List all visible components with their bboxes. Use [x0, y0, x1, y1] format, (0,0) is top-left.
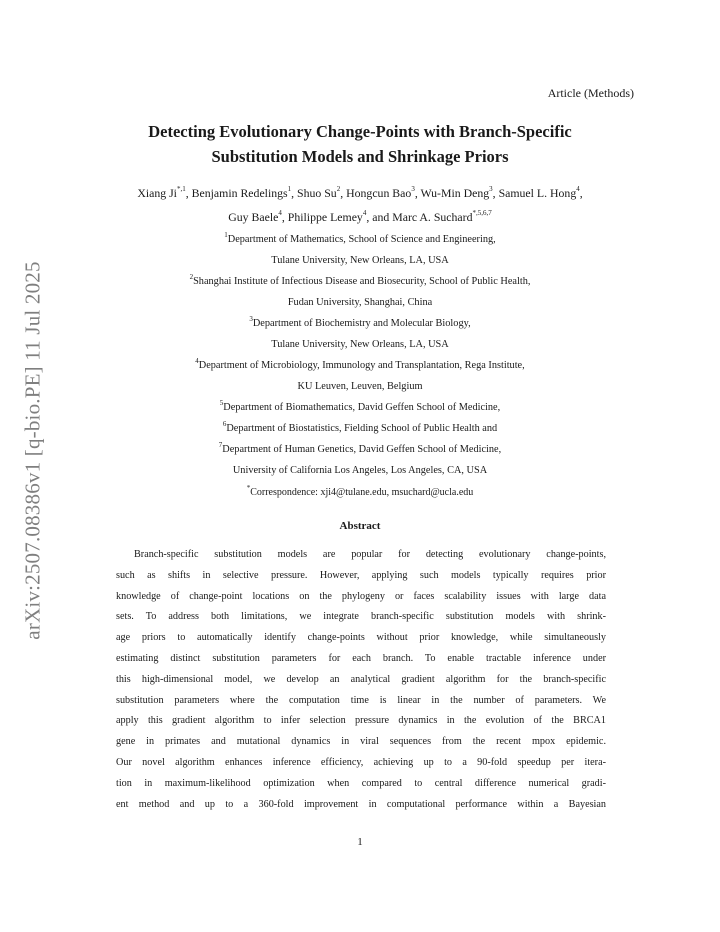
author-line-1: Xiang $Ji^{*,1}$, Benjamin Redelings$^1$, Shuo Su$^2$, Hongcun Bao$^3$, Wu-Min Deng$^3$, Samuel L. Hong$^4$,: [137, 185, 583, 200]
abstract-body: [116, 545, 606, 815]
author-affiliation-mark: *,1: [176, 185, 186, 194]
affiliation-line: [80, 460, 640, 481]
author-name: Wu-Min Deng: [420, 186, 490, 200]
author-affiliation-mark: 2: [336, 185, 341, 194]
affiliation-line: [80, 229, 640, 250]
affiliation-line: [80, 418, 640, 439]
affiliation-mark: 4: [195, 356, 199, 365]
author-affiliation-mark: 4: [362, 209, 367, 218]
abstract-line: estimating distinct substitution parameters for each branch. To enable tractable inference under: [116, 652, 606, 664]
affiliation-mark: 7: [218, 440, 223, 449]
abstract-line: sets. To address both limitations, we integrate branch-specific substitution models with shrink-: [116, 611, 606, 623]
author-name: Guy Baele: [228, 210, 279, 224]
affiliation-text: Department of Human Genetics, David Geffen School of Medicine,: [222, 444, 502, 455]
article-type-label: Article (Methods): [547, 86, 634, 100]
abstract-line: ent method and up to a 360-fold improvement in computational performance within a Bayesian: [116, 798, 606, 810]
author-name: Shuo Su: [297, 186, 337, 200]
affiliation-line: [80, 397, 640, 418]
paper-title-line-1: Detecting Evolutionary Change-Points with Branch-Specific: [148, 122, 572, 141]
affiliation-line: [80, 313, 640, 334]
abstract-line: substitution parameters where the computation time is linear in the number of parameters. We: [116, 694, 606, 706]
affiliation-text: Department of Biostatistics, Fielding School of Public Health and: [226, 423, 498, 434]
author-list: [60, 181, 660, 229]
affiliation-text: KU Leuven, Leuven, Belgium: [297, 381, 423, 392]
author-affiliation-mark: 3: [411, 185, 415, 194]
affiliation-text: University of California Los Angeles, Los Angeles, CA, USA: [232, 465, 488, 476]
author-name: Benjamin Redelings: [191, 186, 288, 200]
author-line-2: Guy Baele$^4$, Philippe Lemey$^4$, and Marc A. Suchard$^{*,5,6,7}$: [228, 209, 492, 224]
affiliation-text: Department of Biomathematics, David Geffen School of Medicine,: [223, 402, 501, 413]
correspondence-mark: *: [246, 483, 251, 492]
abstract-heading: Abstract: [339, 520, 381, 532]
affiliation-line: [80, 250, 640, 271]
author-name: Samuel L. Hong: [498, 186, 577, 200]
arxiv-identifier-stamp: [14, 250, 52, 650]
affiliation-mark: 6: [222, 419, 227, 428]
abstract-line: tion in maximum-likelihood optimization when compared to central difference numerical gradi-: [116, 777, 606, 789]
author-affiliation-mark: 4: [576, 185, 580, 194]
affiliation-mark: 5: [219, 398, 224, 407]
abstract-line: Branch-specific substitution models are popular for detecting evolutionary change-points,: [134, 549, 606, 560]
paper-title: [80, 119, 640, 169]
paper-title-line-2: Substitution Models and Shrinkage Priors: [211, 147, 509, 166]
author-affiliation-mark: 3: [489, 185, 493, 194]
abstract-line: gene in primates and mutational dynamics in viral sequences from the recent mpox epidemic.: [116, 736, 606, 748]
affiliation-text: Department of Mathematics, School of Science and Engineering,: [227, 234, 496, 245]
affiliation-mark: 1: [224, 230, 228, 239]
affiliation-line: [80, 439, 640, 460]
correspondence-note: [80, 483, 640, 498]
author-name: Hongcun Bao: [346, 186, 412, 200]
affiliation-text: Department of Biochemistry and Molecular Biology,: [252, 318, 471, 329]
affiliation-line: [80, 292, 640, 313]
abstract-line: Our novel algorithm enhances inference efficiency, achieving up to a 90-fold speedup per itera-: [116, 756, 606, 768]
affiliation-mark: 3: [249, 314, 253, 323]
affiliation-text: Shanghai Institute of Infectious Disease and Biosecurity, School of Public Health,: [193, 276, 531, 287]
abstract-line: knowledge of change-point locations on the phylogeny or faces scalability issues with large data: [116, 590, 606, 602]
author-name: and Marc A. Suchard: [372, 210, 473, 224]
abstract-line: apply this gradient algorithm to infer selection pressure dynamics in the evolution of the BRCA1: [116, 715, 606, 727]
affiliation-line: [80, 334, 640, 355]
affiliation-line: [80, 355, 640, 376]
abstract-line: this high-dimensional model, we develop an analytical gradient algorithm for the branch-specific: [116, 673, 606, 685]
affiliation-text: Tulane University, New Orleans, LA, USA: [271, 339, 449, 350]
affiliation-text: Fudan University, Shanghai, China: [287, 297, 433, 308]
affiliation-text: Department of Microbiology, Immunology and Transplantation, Rega Institute,: [198, 360, 525, 371]
arxiv-identifier-text: arXiv:2507.08386v1 [q-bio.PE] 11 Jul 2025: [20, 260, 45, 640]
page-number: 1: [357, 836, 363, 848]
author-name: Xiang Ji: [137, 186, 177, 200]
abstract-line: such as shifts in selective pressure. However, applying such models typically requires prior: [116, 569, 606, 581]
affiliation-line: [80, 271, 640, 292]
abstract-line: age priors to automatically identify change-points without prior knowledge, while simultaneously: [116, 632, 606, 644]
affiliation-text: Tulane University, New Orleans, LA, USA: [271, 255, 449, 266]
affiliation-list: [80, 229, 640, 481]
author-affiliation-mark: *,5,6,7: [472, 209, 492, 218]
affiliation-line: [80, 376, 640, 397]
author-name: Philippe Lemey: [287, 210, 363, 224]
author-affiliation-mark: 4: [278, 209, 282, 218]
affiliation-mark: 2: [189, 272, 194, 281]
correspondence-text: Correspondence: xji4@tulane.edu, msuchard@ucla.edu: [250, 487, 474, 498]
author-affiliation-mark: 1: [287, 185, 292, 194]
